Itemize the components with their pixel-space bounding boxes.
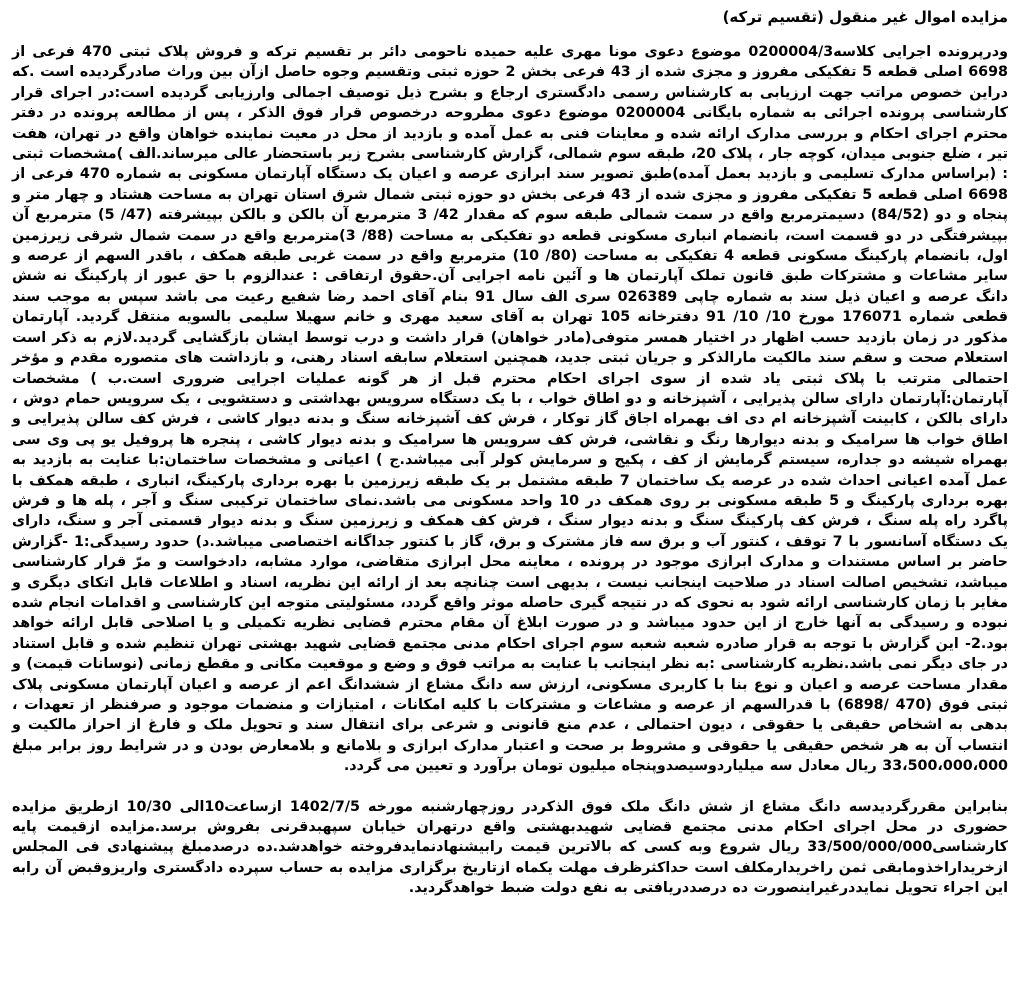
body-paragraph-auction-terms: بنابراین مقررگردیدسه دانگ مشاع از شش دانگ ملک فوق الذکردر روزچهارشنبه مورخه 1402/7/5 ازساعت10الی 10/30 ازطریق مزایده حضوری در محل اجرای احکام مدنی مجتمع قضایی شهیدبهشتی واقع درتهران خیابان سپهبدقرنی بفروش برسد.مزایده ازقیمت پایه کارشناسی33/500/000/000 ریال شروع وبه کسی که بالاترین قیمت رابیشنهادنمایدفروخته خواهدشد.ده درصدمبلغ پیشنهادی فی المجلس ازخریداراخذومابقی ثمن راخریدارمکلف است حداکثرظرف مهلت یکماه ازتاریخ برگزاری مزایده به حساب سپرده دادگستری واریزوقبض آن رابه این اجراء تحویل نمایددرغیراینصورت ده درصددریافتی به نفع دولت ضبط خواهدگردید. bbox=[12, 798, 1009, 897]
body-paragraph-expert-report: ودرپرونده اجرایی کلاسه0200004/3 موضوع دعوی مونا مهری علیه حمیده ناحومی دائر بر تقسیم ترکه و فروش پلاک ثبتی 470 فرعی از 6698 اصلی قطعه 5 تفکیکی مفروز و مجزی شده از 43 فرعی بخش 2 حوزه ثبتی وتقسیم وجوه حاصل ازآن بین وراث صادرگردیده است .که دراین خصوص مراتب جهت ارزیابی به کارشناس رسمی دادگستری ارجاع و بشرح ذیل توصیف اجمالی وارزیابی گردیده است:در اجرای قرار کارشناسی پرونده اجرائی به شماره بایگانی 0200004 موضوع دعوی مطروحه درخصوص قرار فوق الذکر ، پس از مطالعه پرونده در دفتر محترم اجرای احکام و بررسی مدارک ارائه شده و معاینات فنی به عمل آمده و بازدید از محل در معیت نماینده خواهان واقع در تهران، هفت تیر ، ضلع جنوبی میدان، کوچه جار ، پلاک 20، طبقه سوم شمالی، گزارش کارشناسی بشرح زیر باستحضار عالی میرساند.الف )مشخصات ثبتی : (براساس مدارک تسلیمی و بازدید بعمل آمده)طبق تصویر سند ابرازی عرصه و اعیان یک دستگاه آپارتمان مسکونی به شماره 470 فرعی از 6698 اصلی قطعه 5 تفکیکی مفروز و مجزی شده از 43 فرعی بخش دو حوزه ثبتی شمال شرق استان تهران به مساحت هشتاد و چهار متر و پنجاه و دو (84/52) دسیمترمربع واقع در سمت شمالی طبقه سوم که مقدار 42/ 3 مترمربع آن بالکن و بالکن بپیشرفته (47/ 5) مترمربع آن بپیشرفتگی در دو قسمت است، بانضمام انباری مسکونی قطعه دو تفکیکی به مساحت (88/ 3)مترمربع واقع در سمت شمال شرقی زیرزمین اول، بانضمام پارکینگ مسکونی قطعه 4 تفکیکی به مساحت (80/ 10) مترمربع واقع در سمت غربی طبقه همکف ، باقدر السهم از عرصه و سایر مشاعات و مشترکات طبق قانون تملک آپارتمان ها و آئین نامه اجرایی آن.حقوق ارتفاقی : عندالزوم با حق عبور از پارکینگ نه شش دانگ عرصه و اعیان ذیل سند به شماره چاپی 026389 سری الف سال 91 بنام آقای احمد رضا شفیع رعیت می باشد سپس به موجب سند قطعی شماره 176071 مورخ 10/ 10/ 91 دفترخانه 105 تهران به آقای سعید مهری و خانم سهیلا سلیمی بالسویه منتقل گردید. آپارتمان مذکور در زمان بازدید حسب اظهار در اختیار همسر متوفی(مادر خواهان) قرار داشت و درب توسط ایشان بازگشایی گردید.لازم به ذکر است استعلام صحت و سقم سند مالکیت مارالذکر و جریان ثبتی جدید، همچنین استعلام سابقه اسناد رهنی، و بازداشت های متصوره مقدم و مؤخر احتمالی مترتب با پلاک ثبتی یاد شده از سوی اجرای احکام محترم قبل از هر گونه عملیات اجرایی ضروری است.ب ) مشخصات آپارتمان:آپارتمان دارای سالن پذیرایی ، آشپزخانه و دو اطاق خواب ، با یک دستگاه سرویس بهداشتی و دستشویی ، یک سرویس حمام دوش ، دارای بالکن ، کابینت آشپزخانه ام دی اف بهمراه اجاق گاز توکار ، فرش کف آشپزخانه سنگ و بدنه دیوار کاشی ، فرش کف سالن پذیرایی و اطاق خواب ها سرامیک و بدنه دیوارها رنگ و نقاشی، فرش کف سرویس ها سرامیک و بدنه دیوار کاشی ، پنجره ها پروفیل یو پی وی سی بهمراه شیشه دو جداره، سیستم گرمایش از کف ، پکیج و سرمایش کولر آبی میباشد.ج ) اعیانی و مشخصات ساختمان:با عنایت به بازدید به عمل آمده اعیانی احداث شده در عرصه یک ساختمان 7 طبقه مشتمل بر یک طبقه زیرزمین با بهره برداری پارکینگ، انباری ، طبقه همکف با بهره برداری پارکینگ و 5 طبقه مسکونی بر روی همکف در 10 واحد مسکونی می باشد.نمای ساختمان ترکیبی سنگ و آجر ، پله ها و فرش پاگرد راه پله سنگ ، فرش کف پارکینگ سنگ و بدنه دیوار سنگ ، فرش کف همکف و زیرزمین سنگ و بدنه دیوار قسمتی آجر و سنگ، دارای یک دستگاه آسانسور با 7 توقف ، کنتور آب و برق سه فاز مشترک و برق، گاز با کنتور جداگانه اختصاصی میباشد.د) حدود رسیدگی:1 -گزارش حاضر بر اساس مستندات و مدارک ابرازی موجود در پرونده ، معاینه محل ابرازی متقاضی، موارد مشابه، دادخواست و مرّ قرار کارشناسی میباشد، تشخیص اصالت اسناد در صلاحیت اینجانب نیست ، بدیهی است چنانچه بعد از ارائه این نظریه، اسناد و اطلاعات قابل اتکای دیگری و مغایر با زمان کارشناسی ارائه شود به نحوی که در نتیجه گیری حاصله موثر واقع گردد، مسئولیتی متوجه این کارشناسی و اقدامات انجام شده نبوده و رسیدگی به آنها خارج از این حدود میباشد و در صورت ابلاغ آن مقام محترم قضایی نظریه تکمیلی و یا اصلاحی قابل ارائه خواهد بود.2- این گزارش با توجه به قرار صادره شعبه شعبه سوم اجرای احکام مدنی مجتمع قضایی شهید بهشتی تهران تنظیم شده و قابل استناد در جای دیگر نمی باشد.نظریه کارشناسی :به نظر اینجانب با عنایت به مراتب فوق و وضع و موقعیت مکانی و مقطع زمانی (نوسانات قیمت) و مقدار مساحت عرصه و اعیان و نوع بنا با کاربری مسکونی، ارزش سه دانگ مشاع از ششدانگ اعم از عرصه و اعیان آپارتمان مسکونی پلاک ثبتی فوق (470 /6898) با قدرالسهم از عرصه و مشاعات و مشترکات با کلیه امکانات ، امتیازات و منضمات موجود و صرفنظر از تعهدات ، بدهی به اشخاص حقیقی یا حقوقی ، دیون احتمالی ، عدم منع قانونی و شرعی برای انتقال سند و تحویل ملک و فارغ از احراز مالکیت و انتساب آن به هر شخص حقیقی یا حقوقی و مشروط بر صحت و اعتبار مدارک ابرازی و بلامانع و بلامعارض بودن و در شرایط روز برابر مبلغ 33،500،000،000 ریال معادل سه میلیاردوسیصدوپنجاه میلیون تومان برآورد و تعیین می گردد. bbox=[12, 44, 1009, 775]
document-title: مزایده اموال غیر منقول (تقسیم ترکه) bbox=[722, 8, 1008, 26]
